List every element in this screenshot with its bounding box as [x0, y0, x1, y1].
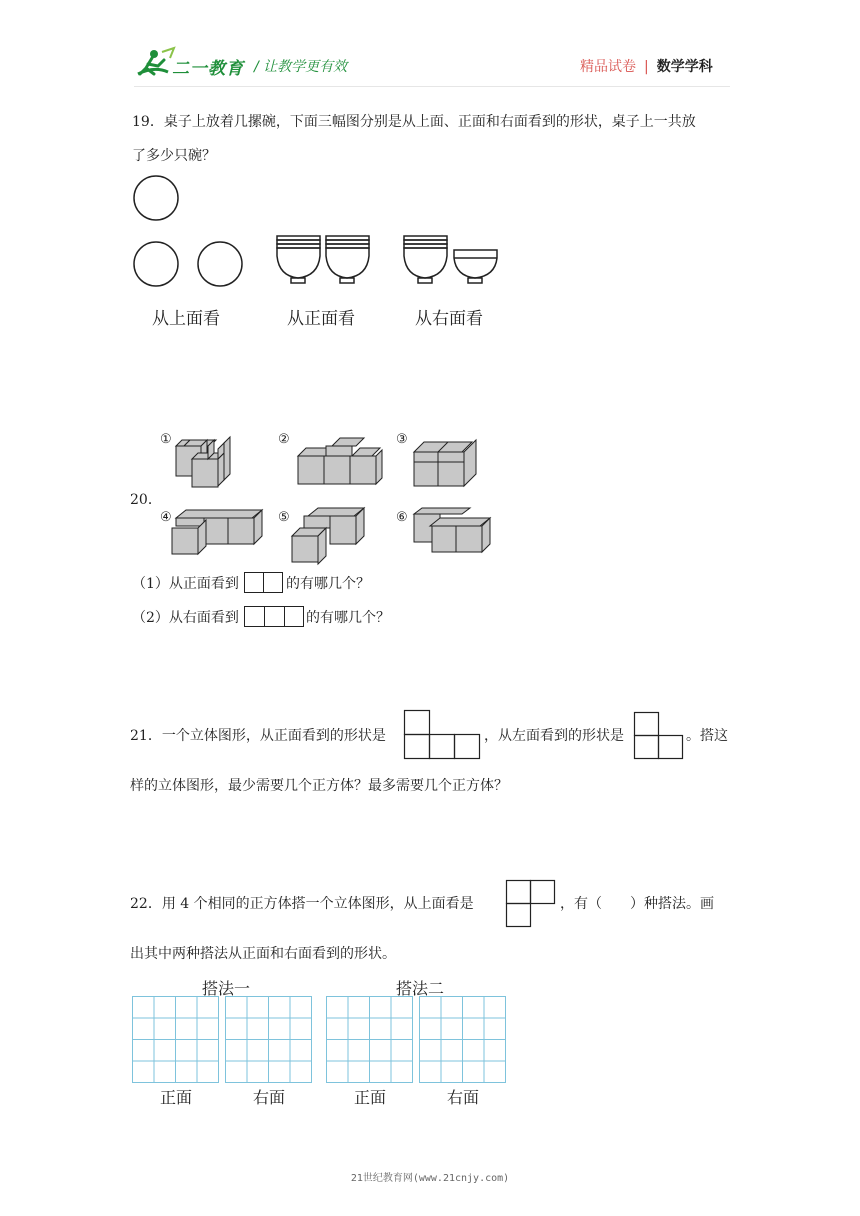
q20-sub1-a: （1）从正面看到 [132, 576, 239, 592]
q19-label-right: 从右面看 [415, 309, 483, 329]
q19-line2: 了多少只碗？ [132, 148, 216, 164]
grid-method2-right[interactable] [420, 997, 506, 1083]
grid-method1-front[interactable] [133, 997, 219, 1083]
header-subject: 数学学科 [656, 59, 713, 75]
q20-number: 20． [130, 492, 162, 508]
q20-circle-2: ② [278, 432, 290, 447]
header-slogan: / 让教学更有效 [254, 59, 348, 75]
footer-text: 21世纪教育网(www.21cnjy.com) [350, 1173, 510, 1184]
q21-line1-a: 21．一个立体图形，从正面看到的形状是 [130, 728, 386, 744]
q19-label-top: 从上面看 [152, 309, 220, 329]
q19-line1: 19．桌子上放着几摞碗，下面三幅图分别是从上面、正面和右面看到的形状，桌子上一共放 [132, 114, 696, 130]
q20-sub2-b: 的有哪几个？ [306, 610, 390, 626]
q20-circle-6: ⑥ [396, 510, 408, 525]
q20-circle-5: ⑤ [278, 510, 290, 525]
q22-method2-label: 搭法二 [396, 979, 445, 998]
q21-line1-c: 。搭这 [686, 728, 728, 744]
slogan-text: 让教学更有效 [263, 59, 348, 75]
q22-method1-label: 搭法一 [202, 979, 251, 998]
header-label: 精品试卷 [580, 59, 636, 75]
grid-method2-front[interactable] [327, 997, 413, 1083]
q20-circle-4: ④ [160, 510, 172, 525]
q20-circle-3: ③ [396, 432, 408, 447]
q21-line1-b: ，从左面看到的形状是 [484, 728, 624, 744]
q22-line1-a: 22．用 4 个相同的正方体搭一个立体图形，从上面看是 [130, 896, 474, 912]
q20-sub2-a: （2）从右面看到 [132, 610, 239, 626]
q22-grid3-label: 正面 [354, 1088, 387, 1107]
q22-grid4-label: 右面 [447, 1088, 480, 1107]
q22-line1-b: ，有（ ）种搭法。画 [560, 896, 714, 912]
q20-sub1-b: 的有哪几个？ [286, 576, 370, 592]
q20-circle-1: ① [160, 432, 172, 447]
q21-line2: 样的立体图形，最少需要几个正方体？最多需要几个正方体？ [130, 778, 508, 794]
logo-text: 二一教育 [172, 59, 244, 79]
q22-grid2-label: 右面 [253, 1088, 286, 1107]
grid-method1-right[interactable] [226, 997, 312, 1083]
header-separator: | [644, 59, 649, 75]
q22-grid1-label: 正面 [160, 1088, 193, 1107]
q19-label-front: 从正面看 [287, 309, 355, 329]
q22-line2: 出其中两种搭法从正面和右面看到的形状。 [130, 946, 396, 962]
